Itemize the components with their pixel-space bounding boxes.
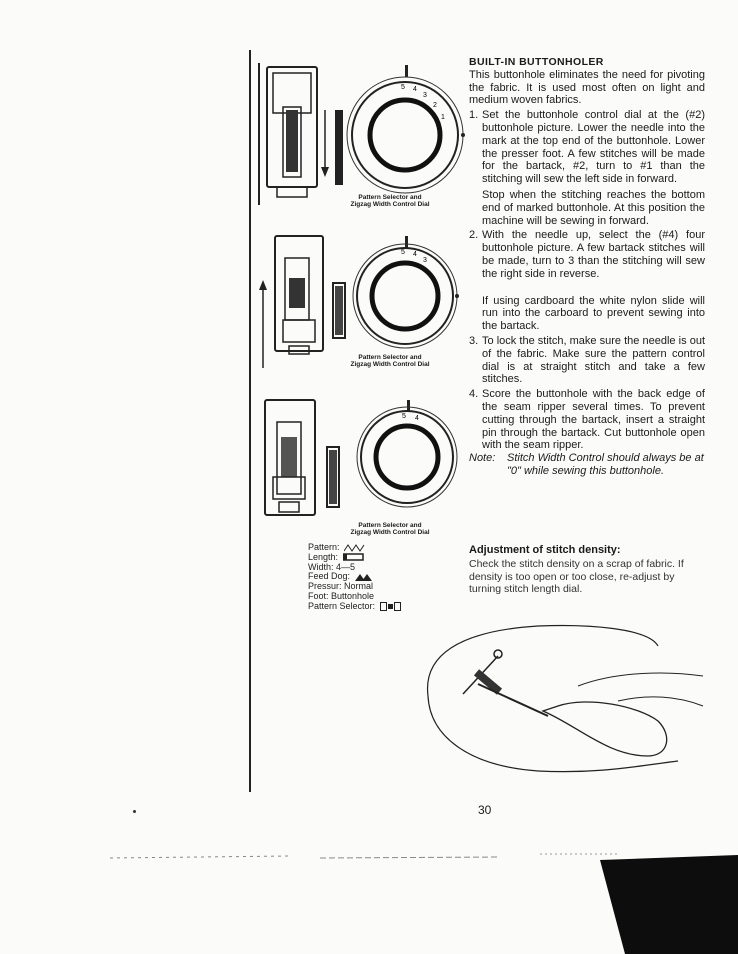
step-3: 3. To lock the stitch, make sure the needle is out of the fabric. Make sure the pattern control dial is at straight stitch and take a few stitches. [469,334,705,386]
margin-rule [249,50,251,792]
seam-ripper-illustration [418,616,708,776]
setting-length: Length: [308,553,468,563]
step-4: 4. Score the buttonhole with the back edge of the seam ripper several times. To prevent cutting through the bartack, insert a straight pin through the bartack. Cut buttonhole open with the seam ripper. [469,388,705,452]
adjustment-heading: Adjustment of stitch density: [469,544,621,556]
svg-text:4: 4 [413,86,417,93]
instructions [469,56,705,478]
scan-speck [133,810,136,813]
svg-text:3: 3 [423,92,427,99]
intro-paragraph: This buttonhole eliminates the need for pivoting the fabric. It is used most often on light and medium woven fabrics. [469,68,705,107]
figure-caption: Pattern Selector and Zigzag Width Control Dial [350,354,430,368]
machine-settings [308,543,468,612]
adjustment-paragraph: Check the stitch density on a scrap of fabric. If density is too open or too close, re-adjust by turning stitch length dial. [469,558,684,595]
figure-step-2 [255,228,470,376]
figure-step-3 [255,392,470,542]
step-2-continuation: If using cardboard the white nylon slide will run into the carboard to prevent sewing into the bartack. [482,294,705,333]
length-bar-icon [343,553,365,561]
feed-dog-icon [355,573,373,581]
setting-feed-dog: Feed Dog: [308,572,468,582]
setting-pattern-selector: Pattern Selector: [308,602,468,612]
page-number: 30 [478,803,492,817]
setting-pattern: Pattern: [308,543,468,553]
svg-text:5: 5 [401,84,405,91]
setting-width: Width: 4—5 [308,561,356,572]
svg-text:4: 4 [413,251,417,258]
step-1: 1. Set the buttonhole control dial at the (#2) buttonhole picture. Lower the needle into the mark at the top end of the buttonhole. Lower the presser foot. A few stitches will be made for the bartack, #2, turn to #1 than the stitching will sew the left side in forward. [469,109,705,186]
svg-text:1: 1 [441,114,445,121]
svg-text:5: 5 [402,413,406,420]
step-1-continuation: Stop when the stitching reaches the bottom end of marked buttonhole. At this position the machine will be sewing in forward. [482,188,705,227]
svg-text:2: 2 [433,102,437,109]
zigzag-icon [344,544,366,552]
svg-text:4: 4 [415,415,419,422]
svg-text:3: 3 [423,257,427,264]
note: Note: Stitch Width Control should always be at "0" while sewing this buttonhole. [469,452,704,477]
setting-foot: Foot: Buttonhole [308,590,375,601]
setting-pressure: Pressur: Normal [308,581,374,592]
buttonhole-pattern-icon [380,602,402,611]
figure-step-1 [255,55,470,220]
section-heading: BUILT-IN BUTTONHOLER [469,56,604,68]
buttonhole-foot-diagram-3 [255,392,470,542]
figure-caption: Pattern Selector and Zigzag Width Control Dial [350,194,430,208]
scan-artifacts [0,840,738,954]
svg-text:5: 5 [401,249,405,256]
step-2: 2. With the needle up, select the (#4) four buttonhole picture. A few bartack stitches will be made, turn to 3 than the stitching will sew the right side in reverse. [469,229,705,280]
figure-caption: Pattern Selector and Zigzag Width Control Dial [350,522,430,536]
